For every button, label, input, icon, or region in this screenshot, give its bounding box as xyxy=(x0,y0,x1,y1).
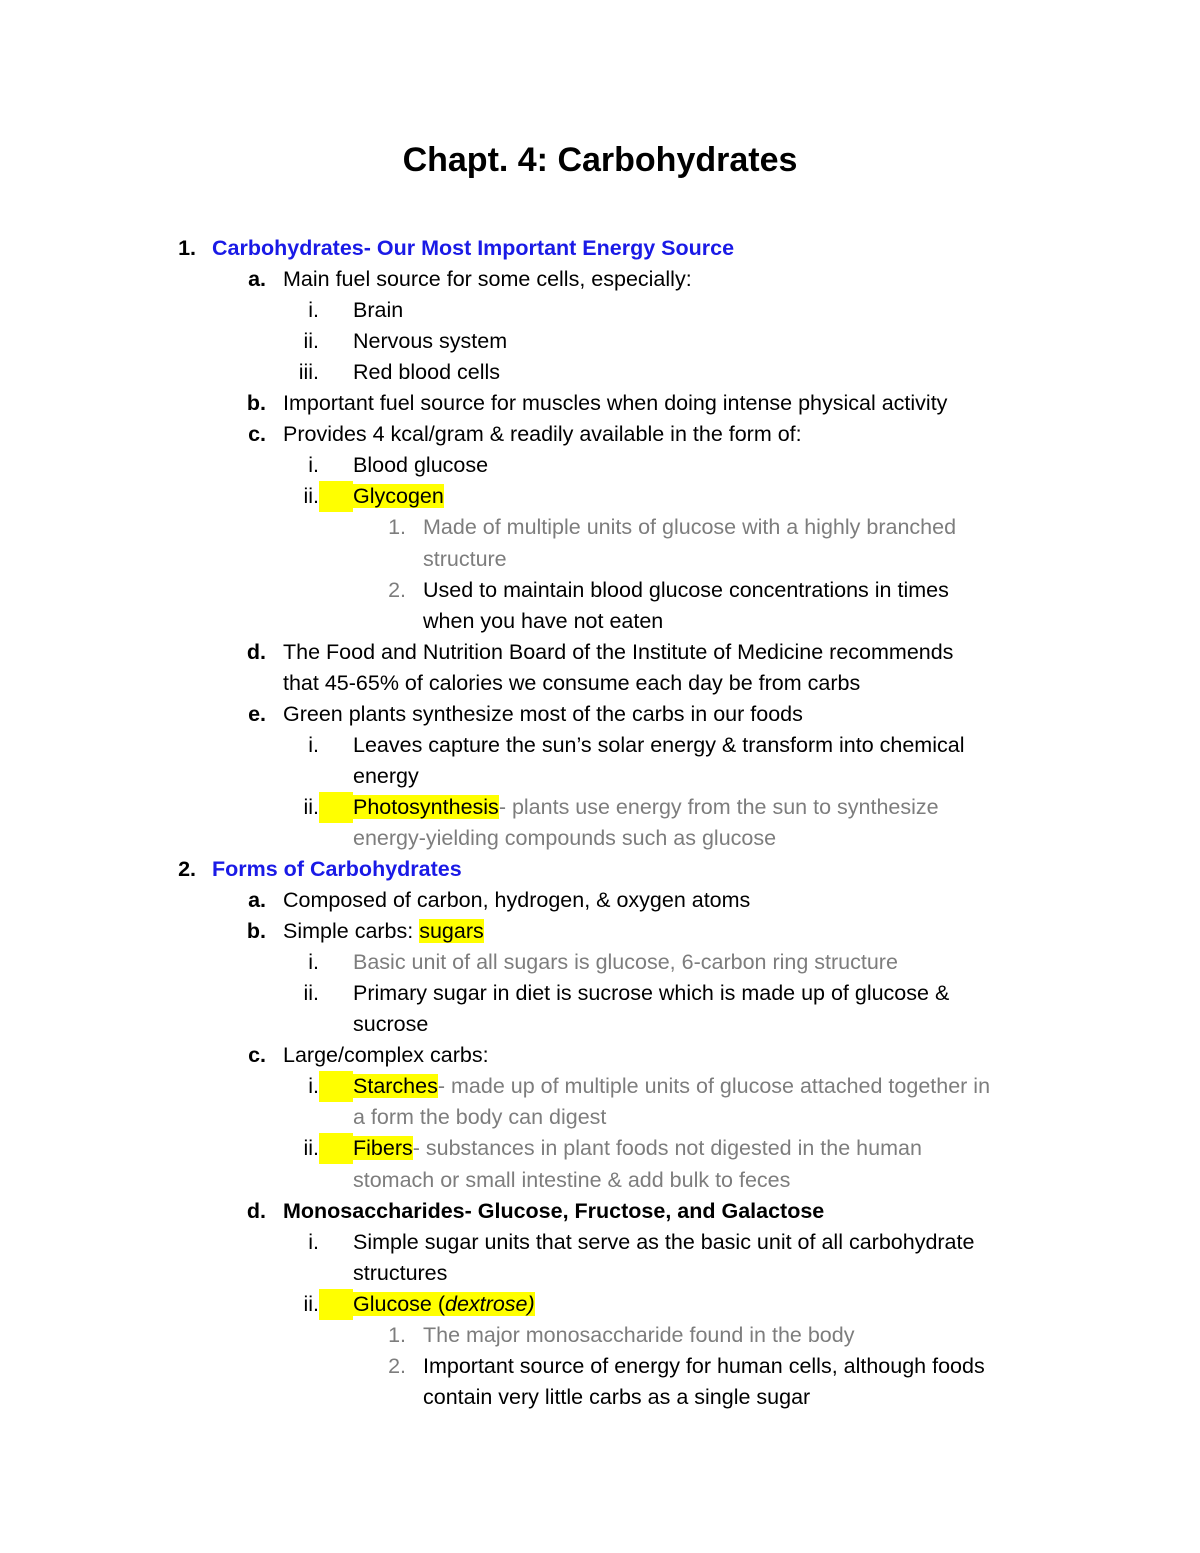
outline-line xyxy=(0,357,1200,388)
line-text xyxy=(353,1258,447,1289)
list-marker: c. xyxy=(248,422,266,447)
list-marker: 1. xyxy=(388,515,406,540)
text-segment: energy-yielding compounds such as glucose xyxy=(353,825,777,850)
text-segment: Photosynthesis xyxy=(353,794,499,819)
text-segment: Provides 4 kcal/gram & readily available in the form of: xyxy=(283,422,802,447)
list-marker: 2. xyxy=(178,857,196,881)
text-segment: dextrose) xyxy=(445,1291,535,1316)
line-text xyxy=(212,233,734,264)
outline-line xyxy=(0,1382,1200,1413)
line-text xyxy=(353,978,949,1009)
outline-line xyxy=(0,761,1200,792)
outline-line xyxy=(0,1165,1200,1196)
line-text xyxy=(283,264,692,295)
text-segment: structures xyxy=(353,1260,448,1285)
outline-line xyxy=(0,730,1200,761)
outline-line xyxy=(0,544,1200,575)
outline-line xyxy=(0,668,1200,699)
text-segment: Primary sugar in diet is sucrose which is made up of glucose & xyxy=(353,981,950,1006)
line-text xyxy=(423,575,949,606)
marker-highlight xyxy=(319,1071,353,1102)
text-segment: stomach or small intestine & add bulk to feces xyxy=(353,1167,791,1192)
line-text xyxy=(353,1009,428,1040)
line-text xyxy=(423,606,663,637)
outline-line xyxy=(0,1258,1200,1289)
line-text xyxy=(353,1227,974,1258)
text-segment: Basic unit of all sugars is glucose, 6-carbon ring structure xyxy=(353,950,898,975)
list-marker: ii. xyxy=(303,484,319,509)
outline-line xyxy=(0,978,1200,1009)
text-segment: The Food and Nutrition Board of the Institute of Medicine recommends xyxy=(283,639,954,664)
text-segment: Leaves capture the sun’s solar energy & transform into chemical xyxy=(353,732,965,757)
text-segment: sugars xyxy=(419,919,484,944)
outline-line xyxy=(0,1102,1200,1133)
text-segment: Glycogen xyxy=(353,484,444,509)
line-text xyxy=(283,885,750,916)
marker-highlight xyxy=(319,1133,353,1164)
line-text xyxy=(283,1040,489,1071)
list-marker: i. xyxy=(308,1074,319,1099)
marker-highlight xyxy=(319,1289,353,1320)
text-segment: Main fuel source for some cells, especially: xyxy=(283,267,692,292)
line-text xyxy=(353,1133,922,1164)
list-marker: i. xyxy=(308,950,319,975)
list-marker: d. xyxy=(246,639,266,664)
line-text xyxy=(423,512,956,543)
outline-line xyxy=(0,1320,1200,1351)
list-marker: e. xyxy=(248,701,266,726)
line-text xyxy=(353,450,488,481)
page-title: Chapt. 4: Carbohydrates xyxy=(402,141,798,179)
outline-line xyxy=(0,1071,1200,1102)
line-text xyxy=(353,357,500,388)
text-segment: Used to maintain blood glucose concentrations in times xyxy=(423,577,949,602)
text-segment: Starches xyxy=(353,1074,438,1099)
list-marker: c. xyxy=(248,1043,266,1068)
line-text xyxy=(283,699,803,730)
list-marker: 1. xyxy=(178,236,196,260)
outline-line xyxy=(0,823,1200,854)
list-marker: d. xyxy=(246,1198,266,1223)
line-text xyxy=(283,916,484,947)
text-segment: Composed of carbon, hydrogen, & oxygen atoms xyxy=(283,888,751,913)
line-text xyxy=(423,1351,985,1382)
line-text xyxy=(212,854,462,885)
text-segment: Glucose ( xyxy=(353,1291,446,1316)
text-segment: Simple carbs: xyxy=(283,919,420,944)
text-segment: energy xyxy=(353,763,419,788)
outline-line xyxy=(0,450,1200,481)
text-segment: a form the body can digest xyxy=(353,1105,607,1130)
text-segment: The major monosaccharide found in the body xyxy=(423,1322,855,1347)
line-text xyxy=(423,1382,810,1413)
outline-line xyxy=(0,575,1200,606)
marker-highlight xyxy=(319,481,353,512)
text-segment: structure xyxy=(423,546,507,571)
line-text xyxy=(353,1289,535,1320)
outline-line xyxy=(0,512,1200,543)
outline-line xyxy=(0,699,1200,730)
outline-line xyxy=(0,1040,1200,1071)
line-text xyxy=(353,1102,606,1133)
line-text xyxy=(353,326,507,357)
list-marker: 2. xyxy=(388,1353,406,1378)
line-text xyxy=(353,730,964,761)
text-segment: contain very little carbs as a single sugar xyxy=(423,1384,811,1409)
line-text xyxy=(283,419,802,450)
list-marker: i. xyxy=(308,732,319,757)
list-marker: ii. xyxy=(303,329,319,354)
list-marker: iii. xyxy=(298,360,319,385)
outline-line xyxy=(0,388,1200,419)
text-segment: - made up of multiple units of glucose attached together in xyxy=(437,1074,991,1099)
marker-highlight xyxy=(319,792,353,823)
line-text xyxy=(423,544,507,575)
text-segment: Carbohydrates- Our Most Important Energy Source xyxy=(212,236,735,260)
outline-line xyxy=(0,854,1200,885)
text-segment: Forms of Carbohydrates xyxy=(212,857,462,881)
line-text xyxy=(353,947,898,978)
outline-line xyxy=(0,885,1200,916)
text-segment: Blood glucose xyxy=(353,453,489,478)
list-marker: i. xyxy=(308,1229,319,1254)
outline-line xyxy=(0,1009,1200,1040)
text-segment: Green plants synthesize most of the carbs in our foods xyxy=(283,701,803,726)
text-segment: that 45-65% of calories we consume each day be from carbs xyxy=(283,670,861,695)
list-marker: ii. xyxy=(303,1291,319,1316)
outline-line xyxy=(0,1133,1200,1164)
text-segment: Large/complex carbs: xyxy=(283,1043,489,1068)
outline-line xyxy=(0,1196,1200,1227)
list-marker: i. xyxy=(308,453,319,478)
line-text xyxy=(283,1196,824,1227)
list-marker: a. xyxy=(248,888,266,913)
outline-line xyxy=(0,606,1200,637)
line-text xyxy=(283,637,953,668)
list-marker: i. xyxy=(308,298,319,323)
outline-line xyxy=(0,1227,1200,1258)
outline-line xyxy=(0,792,1200,823)
line-text xyxy=(283,668,860,699)
text-segment: - substances in plant foods not digested in the human xyxy=(412,1136,922,1161)
text-segment: - plants use energy from the sun to synthesize xyxy=(498,794,939,819)
text-segment: Red blood cells xyxy=(353,360,501,385)
outline-line xyxy=(0,947,1200,978)
line-text xyxy=(353,295,403,326)
text-segment: Important fuel source for muscles when doing intense physical activity xyxy=(283,391,948,416)
outline-line xyxy=(0,264,1200,295)
text-segment: Monosaccharides- Glucose, Fructose, and Galactose xyxy=(283,1198,825,1223)
line-text xyxy=(353,761,419,792)
list-marker: ii. xyxy=(303,981,319,1006)
outline-line xyxy=(0,481,1200,512)
line-text xyxy=(353,1165,790,1196)
text-segment: sucrose xyxy=(353,1012,429,1037)
line-text xyxy=(283,388,947,419)
outline-line xyxy=(0,419,1200,450)
text-segment: Important source of energy for human cells, although foods xyxy=(423,1353,985,1378)
text-segment: Nervous system xyxy=(353,329,508,354)
list-marker: 2. xyxy=(388,577,406,602)
text-segment: when you have not eaten xyxy=(423,608,664,633)
text-segment: Made of multiple units of glucose with a highly branched xyxy=(423,515,957,540)
outline-line xyxy=(0,1351,1200,1382)
list-marker: a. xyxy=(248,267,266,292)
line-text xyxy=(353,1071,990,1102)
outline-line xyxy=(0,295,1200,326)
list-marker: b. xyxy=(246,919,266,944)
outline-line xyxy=(0,233,1200,264)
text-segment: Fibers xyxy=(353,1136,413,1161)
line-text xyxy=(353,792,939,823)
line-text xyxy=(353,481,444,512)
outline-line xyxy=(0,326,1200,357)
line-text xyxy=(423,1320,854,1351)
list-marker: b. xyxy=(246,391,266,416)
list-marker: ii. xyxy=(303,1136,319,1161)
text-segment: Simple sugar units that serve as the basic unit of all carbohydrate xyxy=(353,1229,975,1254)
outline-line xyxy=(0,1289,1200,1320)
text-segment: Brain xyxy=(353,298,404,323)
list-marker: 1. xyxy=(388,1322,406,1347)
outline-line xyxy=(0,916,1200,947)
outline-line xyxy=(0,637,1200,668)
list-marker: ii. xyxy=(303,794,319,819)
line-text xyxy=(353,823,776,854)
